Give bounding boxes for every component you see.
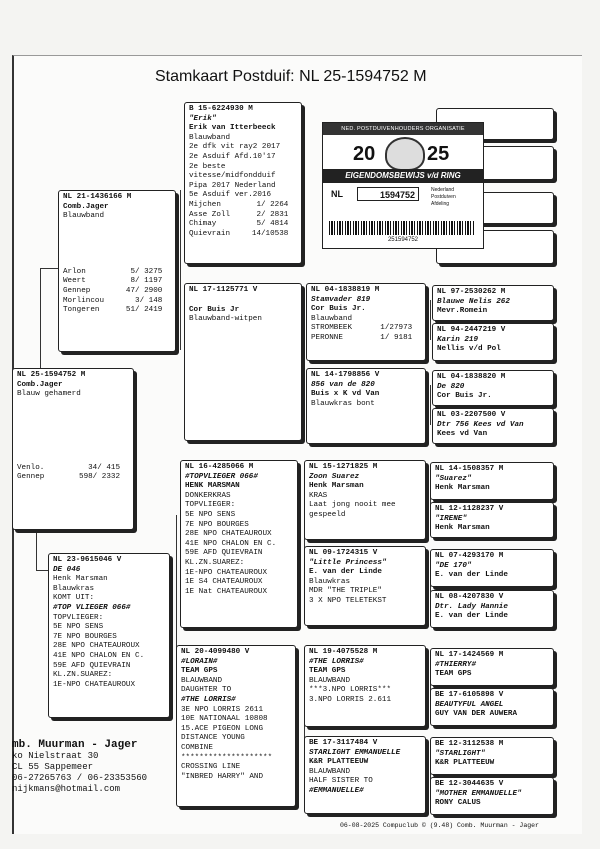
info-line: DISTANCE YOUNG: [181, 734, 245, 743]
result-place: 5/ 4814: [256, 220, 289, 229]
year-left: 20: [353, 143, 376, 165]
ancestor-card: [430, 737, 554, 775]
pigeon-name: "Erik": [189, 114, 217, 123]
connector-line: [40, 268, 41, 368]
breeder: Henk Marsman: [435, 524, 490, 533]
connector-line: [304, 320, 305, 390]
pigeon-name: De 820: [437, 382, 465, 391]
result-race: Mijchen: [189, 200, 221, 209]
ancestor-card: [430, 590, 554, 628]
info-line: BLAUWBAND: [181, 676, 223, 685]
result-place: 8/ 1197: [130, 277, 163, 286]
pigeon-name: "Little Princess": [309, 558, 387, 567]
result-place: 598/ 2332: [79, 473, 121, 482]
sticker-side-text: [431, 187, 456, 208]
certificate-band: EIGENDOMSBEWIJS v/d RING: [323, 169, 483, 183]
breeder: K&R PLATTEEUW: [435, 759, 495, 768]
result-row: [63, 268, 162, 278]
info-line: 28E NPO CHATEAUROUX: [53, 642, 140, 651]
owner-info: [12, 740, 147, 795]
ancestor-card: [430, 502, 554, 538]
ring-number: 1594752: [357, 187, 419, 201]
info-line: KRAS: [309, 491, 328, 500]
info-line: Blauwkras: [53, 584, 95, 593]
breeder: Nellis v/d Pol: [437, 345, 501, 354]
connector-line: [180, 190, 181, 350]
result-row: [17, 464, 120, 474]
ancestor-card: [430, 777, 554, 815]
info-line: DAUGHTER TO: [181, 686, 232, 695]
pigeon-name: #TOPVLIEGER 066#: [185, 472, 258, 481]
pigeon-name: Blauwe Nelis 262: [437, 297, 510, 306]
ring-number: NL 14-1508357 M: [435, 465, 504, 473]
result-row: [17, 473, 120, 483]
info-line: CROSSING LINE: [181, 763, 241, 772]
connector-line: [430, 300, 431, 340]
connector-line: [176, 515, 177, 665]
result-row: [63, 277, 162, 287]
result-place: 5/ 3275: [130, 267, 163, 276]
pigeon-name: "STARLIGHT": [435, 749, 486, 758]
country-code: NL: [331, 189, 343, 199]
pigeon-name: #THE LORRIS#: [309, 657, 364, 666]
ring-number: NL 15-1271825 M: [309, 463, 378, 471]
breeder: Cor Buis Jr.: [311, 305, 366, 314]
ring-number: NL 23-9615046 V: [53, 556, 122, 564]
ancestor-card: [432, 370, 554, 406]
result-row: [63, 297, 162, 307]
ancestor-card: [432, 285, 554, 321]
info-line: 2e beste: [189, 162, 226, 171]
result-row: [189, 201, 288, 211]
result-row: [311, 334, 412, 344]
pigeon-name: "Suarez": [435, 474, 472, 483]
result-row: [189, 220, 288, 230]
breeder: Kees vd Van: [437, 430, 488, 439]
result-race: PERONNE: [311, 333, 343, 342]
subject-card: [12, 368, 134, 530]
info-line: 1E Nat CHATEAUROUX: [185, 587, 268, 596]
pigeon-name: Dtr. Lady Hannie: [435, 602, 508, 611]
connector-line: [430, 385, 431, 425]
owner-name: mb. Muurman - Jager: [12, 739, 138, 751]
info-line: Blauwband: [189, 133, 231, 142]
breeder: Henk Marsman: [309, 482, 364, 491]
result-race: Quievrain: [189, 229, 231, 238]
great-grandparent-card: [304, 736, 426, 814]
breeder: TEAM GPS: [435, 670, 472, 679]
result-race: Gennep: [63, 286, 91, 295]
result-race: Venlo.: [17, 463, 45, 472]
info-line: COMBINE: [181, 743, 213, 752]
ring-number: BE 17-6105898 V: [435, 691, 504, 699]
pigeon-name: Dtr 756 Kees vd Van: [437, 420, 524, 429]
great-grandparent-card: [306, 283, 426, 361]
result-race: Asse Zoll: [189, 210, 231, 219]
barcode: [329, 221, 474, 235]
breeder: Cor Buis Jr: [189, 305, 240, 314]
grandfather-maternal-card: [180, 460, 298, 628]
info-line: 7E NPO BOURGES: [53, 632, 117, 641]
ring-number: NL 14-1798856 V: [311, 371, 380, 379]
barcode-number: 251594752: [387, 237, 419, 243]
ancestor-card: [432, 323, 554, 361]
breeder: HENK MARSMAN: [185, 482, 240, 491]
pigeon-name: STARLIGHT EMMANUELLE: [309, 748, 401, 757]
connector-line: [36, 530, 37, 570]
print-footer: 06-08-2025 Compuclub © (9.48) Comb. Muurman - Jager: [340, 822, 539, 829]
info-line: Laat jong nooit mee: [309, 501, 396, 510]
breeder: RONY CALUS: [435, 799, 481, 808]
ring-number: NL 04-1838819 M: [311, 286, 380, 294]
ring-number: BE 12-3044635 V: [435, 780, 504, 788]
emblem-icon: [385, 137, 425, 171]
ring-number: NL 25-1594752 M: [17, 371, 86, 379]
breeder: E. van der Linde: [309, 568, 382, 577]
info-line: BLAUWBAND: [309, 676, 351, 685]
year-right: 25: [427, 143, 450, 165]
breeder: GUY VAN DER AUWERA: [435, 710, 518, 719]
info-line: #TOP VLIEGER 066#: [53, 603, 131, 612]
info-line: Henk Marsman: [53, 575, 108, 584]
breeder: Buis x K vd Van: [311, 390, 380, 399]
breeder: E. van der Linde: [435, 571, 508, 580]
breeder: Erik van Itterbeeck: [189, 124, 276, 133]
info-line: 59E AFD QUIEVRAIN: [185, 549, 263, 558]
grandmother-maternal-card: [176, 645, 296, 807]
info-line: 2e Asduif Afd.10'17: [189, 152, 276, 161]
info-line: HALF SISTER TO: [309, 777, 373, 786]
grandmother-paternal-card: [184, 283, 302, 441]
ancestor-card: [430, 648, 554, 686]
ancestor-card: [430, 549, 554, 587]
info-line: gespeeld: [309, 510, 346, 519]
pigeon-name: #THIERRY#: [435, 660, 477, 669]
ring-number: NL 07-4293170 M: [435, 552, 504, 560]
result-place: 2/ 2831: [256, 210, 289, 219]
ring-number: NL 09-1724315 V: [309, 549, 378, 557]
color: Blauwkras bont: [311, 399, 375, 408]
page-title: Stamkaart Postduif: NL 25-1594752 M: [155, 68, 427, 85]
ring-number: NL 97-2530262 M: [437, 288, 506, 296]
info-line: 1E-NPO CHATEAUROUX: [53, 680, 136, 689]
info-line: 59E AFD QUIEVRAIN: [53, 661, 131, 670]
ring-number: BE 17-3117484 V: [309, 739, 378, 747]
grandfather-paternal-card: [184, 102, 302, 264]
info-line: MDR "THE TRIPLE": [309, 587, 382, 596]
info-line: 2e dfk vit ray2 2017: [189, 143, 281, 152]
breeder: E. van der Linde: [435, 612, 508, 621]
ring-number: NL 04-1838820 M: [437, 373, 506, 381]
pigeon-name: DE 046: [53, 565, 81, 574]
info-line: 5E NPO SENS: [53, 623, 104, 632]
info-line: ***3.NPO LORRIS***: [309, 686, 392, 695]
breeder: Comb.Jager: [63, 202, 109, 211]
ancestor-card: [430, 462, 554, 500]
info-line: #THE LORRIS#: [181, 695, 236, 704]
great-grandparent-card: [304, 546, 426, 626]
ring-number: NL 20-4099480 V: [181, 648, 250, 656]
info-line: DONKERKRAS: [185, 491, 231, 500]
info-line: 5E NPO SENS: [185, 510, 236, 519]
result-place: 34/ 415: [88, 463, 121, 472]
side-line: Postduiven: [431, 194, 456, 200]
info-line: TOPVLIEGER:: [185, 501, 236, 510]
result-race: Chimay: [189, 220, 217, 229]
ring-number: NL 03-2207500 V: [437, 411, 506, 419]
pigeon-name: Stamvader 819: [311, 295, 371, 304]
great-grandparent-card: [306, 368, 426, 444]
info-line: vitesse/midfondduif: [189, 172, 276, 181]
breeder: K&R PLATTEEUW: [309, 758, 369, 767]
result-place: 1/ 2264: [256, 200, 289, 209]
ancestor-card: [430, 688, 554, 726]
info-line: 10E NATIONAAL 10808: [181, 715, 268, 724]
info-line: 28E NPO CHATEAUROUX: [185, 530, 272, 539]
owner-address: ko Nielstraat 30: [12, 751, 99, 761]
pigeon-name: Zoon Suarez: [309, 472, 360, 481]
result-row: [63, 287, 162, 297]
result-race: Arlon: [63, 267, 86, 276]
owner-city: CL 55 Sappemeer: [12, 762, 94, 772]
result-place: 1/27973: [380, 324, 413, 333]
info-line: 7E NPO BOURGES: [185, 520, 249, 529]
result-race: Gennep: [17, 473, 45, 482]
ownership-certificate: [322, 122, 484, 249]
ring-number: BE 12-3112538 M: [435, 740, 504, 748]
info-line: 15.ACE PIGEON LONG: [181, 724, 264, 733]
result-place: 3/ 148: [135, 296, 163, 305]
ring-number: NL 08-4207830 V: [435, 593, 504, 601]
info-line: BLAUWBAND: [309, 767, 351, 776]
color: Blauwband: [63, 212, 105, 221]
pigeon-name: "MOTHER EMMANUELLE": [435, 789, 522, 798]
info-line: KOMT UIT:: [53, 594, 95, 603]
info-line: Pipa 2017 Nederland: [189, 181, 276, 190]
ring-number: NL 17-1125771 V: [189, 286, 258, 294]
result-race: Morlincou: [63, 296, 105, 305]
organisation-name: NED. POSTDUIVENHOUDERS ORGANISATIE: [323, 123, 483, 135]
pigeon-name: "IRENE": [435, 514, 467, 523]
result-place: 47/ 2900: [125, 286, 163, 295]
side-line: Afdeling: [431, 201, 450, 207]
info-line: 1E-NPO CHATEAUROUX: [185, 568, 268, 577]
ring-number: NL 21-1436166 M: [63, 193, 132, 201]
info-line: 3E NPO LORRIS 2611: [181, 705, 264, 714]
breeder: TEAM GPS: [309, 667, 346, 676]
result-place: 51/ 2419: [125, 306, 163, 315]
owner-email: nijkmans@hotmail.com: [12, 784, 121, 794]
great-grandparent-card: [304, 460, 426, 540]
result-row: [63, 306, 162, 316]
info-line: 41E NPO CHALON EN C.: [185, 539, 277, 548]
ancestor-card: [432, 408, 554, 444]
info-line: 3 X NPO TELETEKST: [309, 596, 387, 605]
info-line: 3.NPO LORRIS 2.611: [309, 695, 392, 704]
breeder: Cor Buis Jr.: [437, 392, 492, 401]
pigeon-name: "DE 170": [435, 561, 472, 570]
info-line: ********************: [181, 753, 273, 762]
breeder: Henk Marsman: [435, 484, 490, 493]
info-line: #EMMANUELLE#: [309, 786, 364, 795]
mother-card: [48, 553, 170, 718]
info-line: KL.ZN.SUAREZ:: [185, 558, 245, 567]
info-line: "INBRED HARRY" AND: [181, 772, 264, 781]
ring-number: NL 19-4075528 M: [309, 648, 378, 656]
color: Blauwband-witpen: [189, 315, 262, 324]
connector-line: [40, 268, 60, 269]
info-line: TOPVLIEGER:: [53, 613, 104, 622]
pigeon-name: #LORAIN#: [181, 657, 218, 666]
side-line: Nederland: [431, 187, 455, 193]
ring-number: NL 94-2447219 V: [437, 326, 506, 334]
result-row: [311, 324, 412, 334]
result-race: Weert: [63, 277, 86, 286]
pigeon-name: BEAUTYFUL ANGEL: [435, 700, 504, 709]
result-place: 1/ 9181: [380, 333, 413, 342]
result-place: 14/10538: [251, 229, 289, 238]
info-line: Blauwkras: [309, 577, 351, 586]
info-line: KL.ZN.SUAREZ:: [53, 671, 113, 680]
ring-number: NL 16-4285066 M: [185, 463, 254, 471]
ring-number: NL 17-1424569 M: [435, 651, 504, 659]
ring-number: B 15-6224930 M: [189, 105, 253, 113]
ring-number: NL 12-1128237 V: [435, 505, 504, 513]
result-race: Tongeren: [63, 306, 100, 315]
owner-phone: 06-27265763 / 06-23353560: [12, 773, 148, 783]
father-card: [58, 190, 176, 352]
result-row: [189, 230, 288, 240]
info-line: 41E NPO CHALON EN C.: [53, 651, 145, 660]
breeder: Comb.Jager: [17, 380, 63, 389]
breeder: TEAM GPS: [181, 667, 218, 676]
pigeon-name: Karin 219: [437, 335, 479, 344]
great-grandparent-card: [304, 645, 426, 727]
pigeon-name: 856 van de 820: [311, 380, 375, 389]
color: Blauw gehamerd: [17, 390, 81, 399]
color: Blauwband: [311, 314, 353, 323]
info-line: 5e Asduif ver.2016: [189, 191, 272, 200]
breeder: Mevr.Romein: [437, 307, 488, 316]
result-race: STROMBEEK: [311, 324, 353, 333]
result-row: [189, 211, 288, 221]
info-line: 1E S4 CHATEAUROUX: [185, 578, 263, 587]
